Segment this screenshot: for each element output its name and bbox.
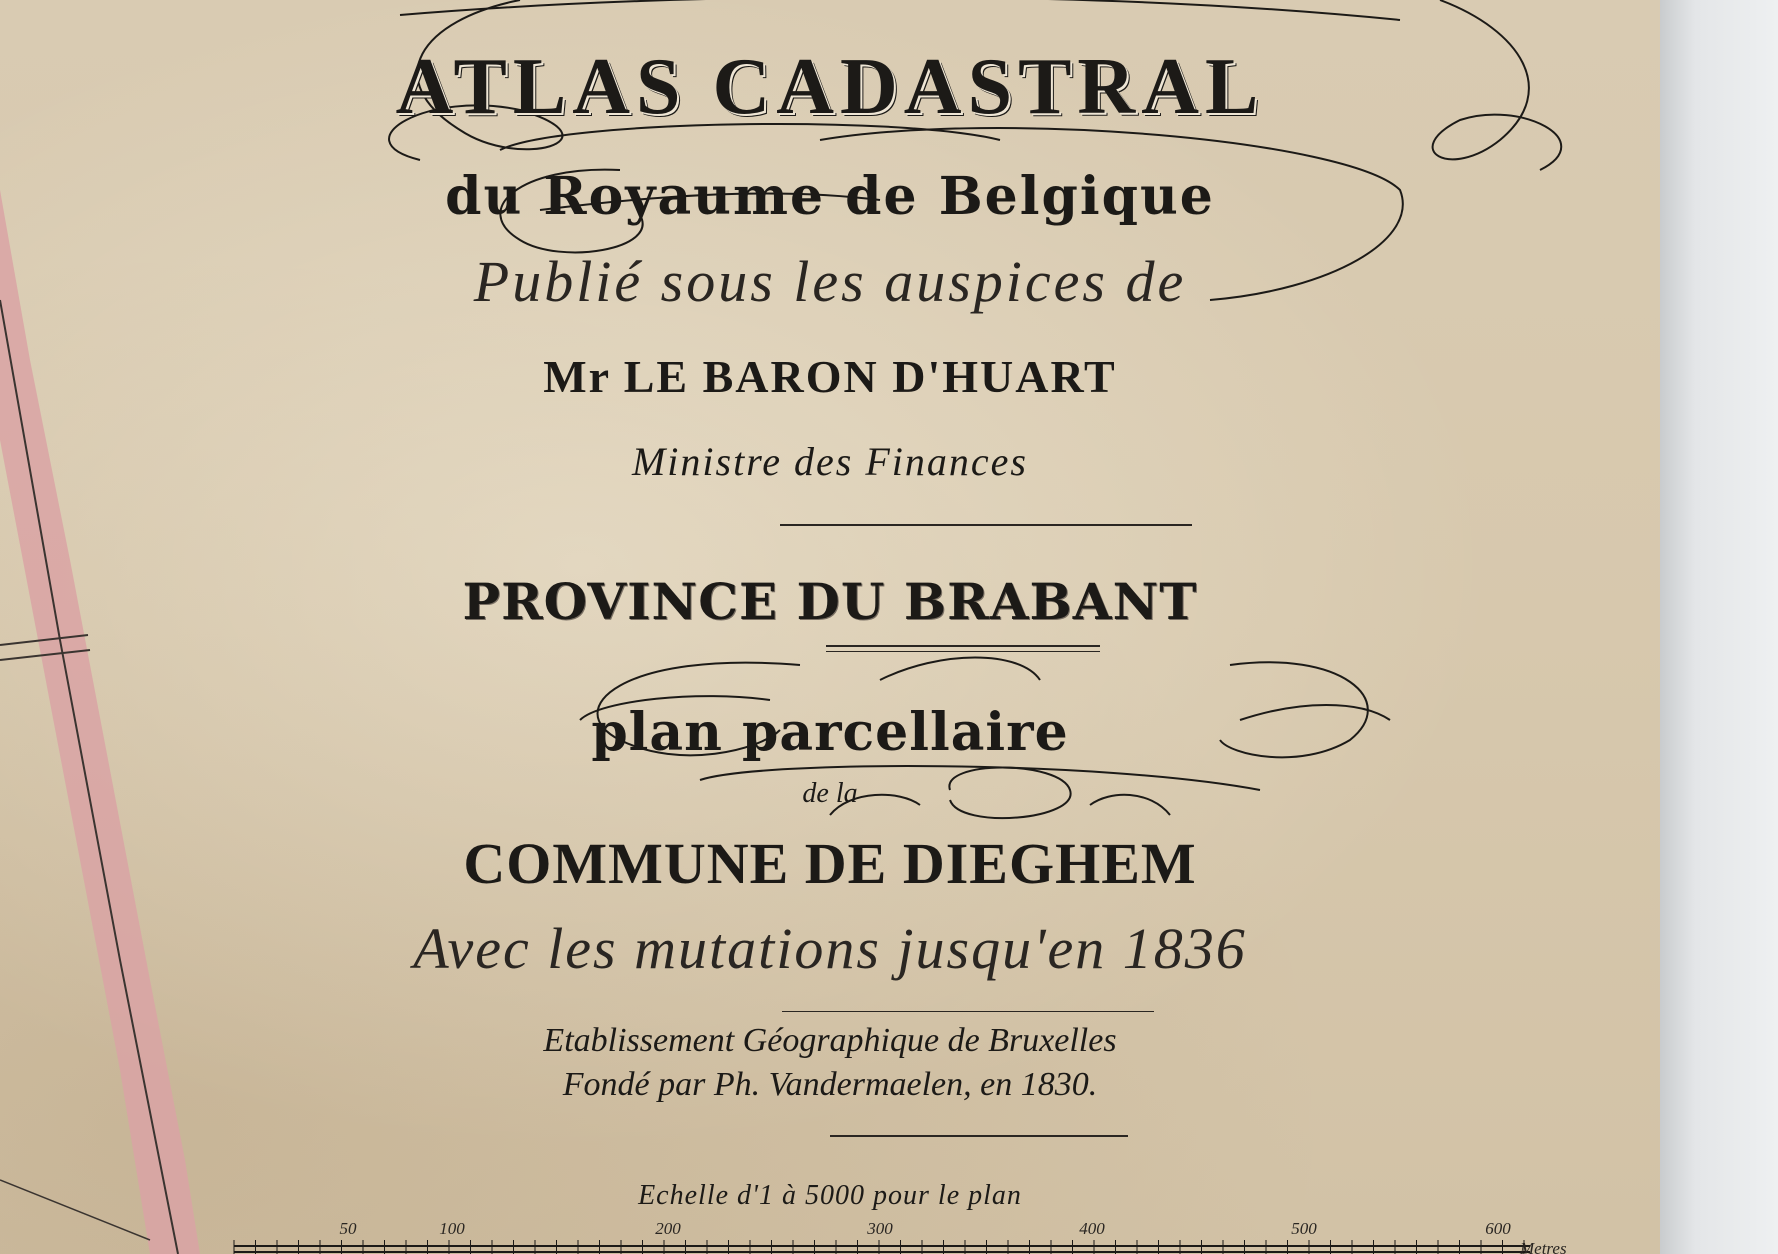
scale-unit: Metres [1520, 1239, 1567, 1254]
plan-parcellaire: plan parcellaire [591, 702, 1069, 763]
kingdom-subtitle: du Royaume de Belgique [445, 166, 1215, 227]
scale-tick-label: 400 [1079, 1219, 1105, 1238]
scale-tick-label: 50 [339, 1219, 357, 1238]
de-la-label: de la [802, 778, 858, 809]
mutations-line: Avec les mutations jusqu'en 1836 [413, 916, 1247, 981]
scale-tick-label: 600 [1485, 1219, 1511, 1238]
province-underline-thin [826, 651, 1100, 652]
scale-tick-label: 500 [1291, 1219, 1317, 1238]
province-heading: PROVINCE DU BRABANT [462, 572, 1198, 631]
atlas-title: ATLAS CADASTRAL [395, 43, 1265, 131]
province-underline [826, 645, 1100, 647]
divider-rule [830, 1135, 1128, 1137]
scale-tick-label: 200 [655, 1219, 681, 1238]
scale-tick-label: 300 [867, 1219, 893, 1238]
background-edge [1660, 0, 1778, 1254]
minister-name: Mr LE BARON D'HUART [543, 351, 1117, 402]
divider-rule [782, 1011, 1154, 1012]
scale-bar [0, 1210, 1660, 1254]
minister-role: Ministre des Finances [631, 439, 1028, 484]
published-line: Publié sous les auspices de [473, 249, 1187, 314]
scale-caption: Echelle d'1 à 5000 pour le plan [638, 1180, 1022, 1211]
establishment-line-1: Etablissement Géographique de Bruxelles [543, 1022, 1117, 1059]
scale-tick-label: 100 [439, 1219, 465, 1238]
establishment-line-2: Fondé par Ph. Vandermaelen, en 1830. [562, 1066, 1098, 1103]
flourish-plan-top [880, 658, 1040, 681]
flourish-top-swash [400, 0, 1400, 20]
commune-heading: COMMUNE DE DIEGHEM [463, 831, 1197, 896]
divider-rule [780, 524, 1192, 526]
